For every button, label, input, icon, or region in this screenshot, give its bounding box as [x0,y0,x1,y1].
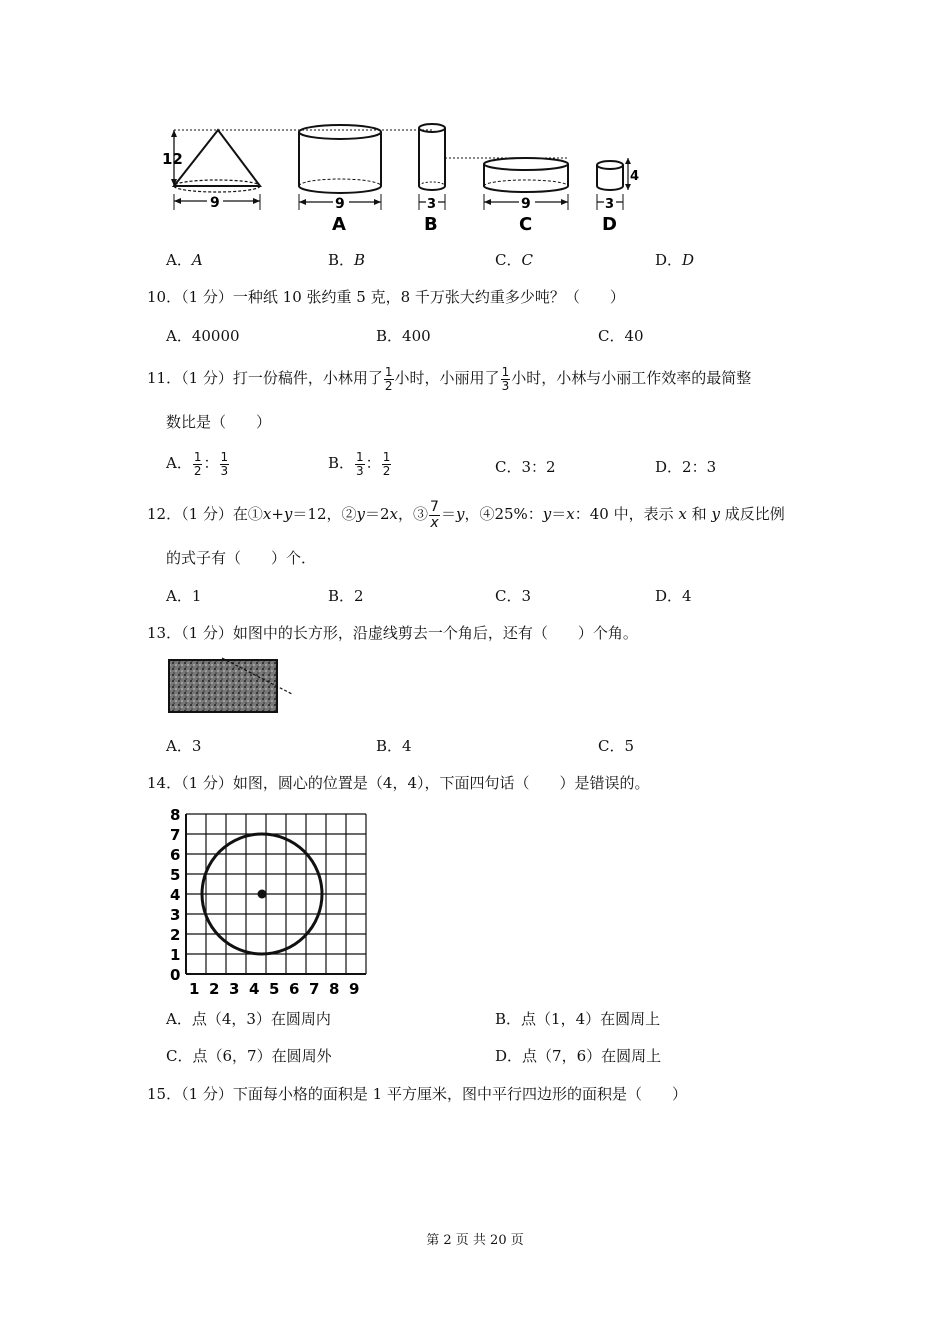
cylinder-D [597,161,623,190]
q10-option-b[interactable]: B．400 [376,327,431,345]
q12-stem: 12．（1 分）在①x+y＝12，②y＝2x，③ $\frac{7}{x}$ ＝y，④25%：y＝x：40 中，表示 x 和 y 成反比例 [147,498,785,531]
q14-grid-figure [164,802,370,998]
q13-option-b[interactable]: B．4 [376,737,412,755]
q11-option-c[interactable]: C．3：2 [495,458,556,476]
label-B: B [424,214,438,235]
q11-option-b[interactable]: B． $\frac{1}{3}$ ： $\frac{1}{2}$ [328,449,391,478]
svg-text:9: 9 [335,196,345,212]
q14-option-d[interactable]: D．点（7，6）在圆周上 [495,1047,662,1065]
q12-option-c[interactable]: C．3 [495,587,532,605]
q10-option-a[interactable]: A．40000 [166,327,240,345]
grid-x-tick-label: 1 [189,980,200,998]
label-D: D [602,214,617,235]
grid-y-tick-label: 6 [170,846,181,864]
grid-x-tick-label: 7 [309,980,320,998]
q9-option-c[interactable]: C．C [495,251,533,269]
q14-stem: 14．（1 分）如图，圆心的位置是（4，4），下面四句话（ ）是错误的。 [147,774,650,792]
grid-x-tick-label: 6 [289,980,300,998]
grid-y-tick-label: 3 [170,906,181,924]
q14-option-b[interactable]: B．点（1，4）在圆周上 [495,1010,661,1028]
q9-option-b[interactable]: B．B [328,251,366,269]
grid-y-tick-label: 8 [170,806,181,824]
cylinder-A [299,125,381,193]
q11-stem: 11．（1 分）打一份稿件，小林用了 $\frac{1}{2}$ 小时，小丽用了 $\frac{1}{3}$ 小时，小林与小丽工作效率的最简整 [147,364,752,393]
grid-y-tick-label: 1 [170,946,181,964]
q13-option-a[interactable]: A．3 [166,737,202,755]
grid-y-tick-label: 0 [170,966,181,984]
label-A: A [332,214,346,235]
q11-option-d[interactable]: D．2：3 [655,458,717,476]
grid-y-tick-label: 2 [170,926,181,944]
svg-text:3: 3 [427,197,437,212]
q14-option-a[interactable]: A．点（4，3）在圆周内 [166,1010,331,1028]
grid-x-tick-label: 8 [329,980,340,998]
cone-height-label: 12 [162,150,183,168]
q13-stem: 13．（1 分）如图中的长方形，沿虚线剪去一个角后，还有（ ）个角。 [147,624,638,642]
grid-x-tick-label: 2 [209,980,220,998]
q12-option-b[interactable]: B．2 [328,587,364,605]
q11-stem-line2: 数比是（ ） [166,413,272,431]
cylinder-B [419,124,445,190]
q9-option-d[interactable]: D．D [655,251,695,269]
svg-text:3: 3 [605,197,615,212]
circle-center-dot [258,890,267,899]
grid-x-tick-label: 4 [249,980,260,998]
cylinder-C [484,158,568,192]
page-footer: 第 2 页 共 20 页 [426,1233,524,1248]
q13-option-c[interactable]: C．5 [598,737,635,755]
q14-option-c[interactable]: C．点（6，7）在圆周外 [166,1047,332,1065]
grid-x-tick-label: 3 [229,980,240,998]
svg-text:9: 9 [521,196,531,212]
cone-diameter-label: 9 [210,195,220,211]
grid-y-tick-label: 7 [170,826,181,844]
q12-option-d[interactable]: D．4 [655,587,692,605]
grid-x-tick-label: 5 [269,980,280,998]
grid-x-tick-label: 9 [349,980,360,998]
q13-rectangle-figure [166,656,296,718]
grid-y-tick-label: 5 [170,866,181,884]
q11-option-a[interactable]: A． $\frac{1}{2}$ ： $\frac{1}{3}$ [166,449,229,478]
q12-option-a[interactable]: A．1 [166,587,202,605]
q12-stem-line2: 的式子有（ ）个． [166,549,317,567]
q10-stem: 10．（1 分）一种纸 10 张约重 5 克，8 千万张大约重多少吨？（ ） [147,288,625,306]
label-C: C [519,214,533,235]
q9-option-a[interactable]: A．A [166,251,203,269]
svg-text:4: 4 [630,169,640,184]
grid-y-tick-label: 4 [170,886,181,904]
q15-stem: 15．（1 分）下面每小格的面积是 1 平方厘米，图中平行四边形的面积是（ ） [147,1085,687,1103]
q9-solids-figure [160,118,650,236]
cone [174,130,260,186]
q10-option-c[interactable]: C．40 [598,327,644,345]
